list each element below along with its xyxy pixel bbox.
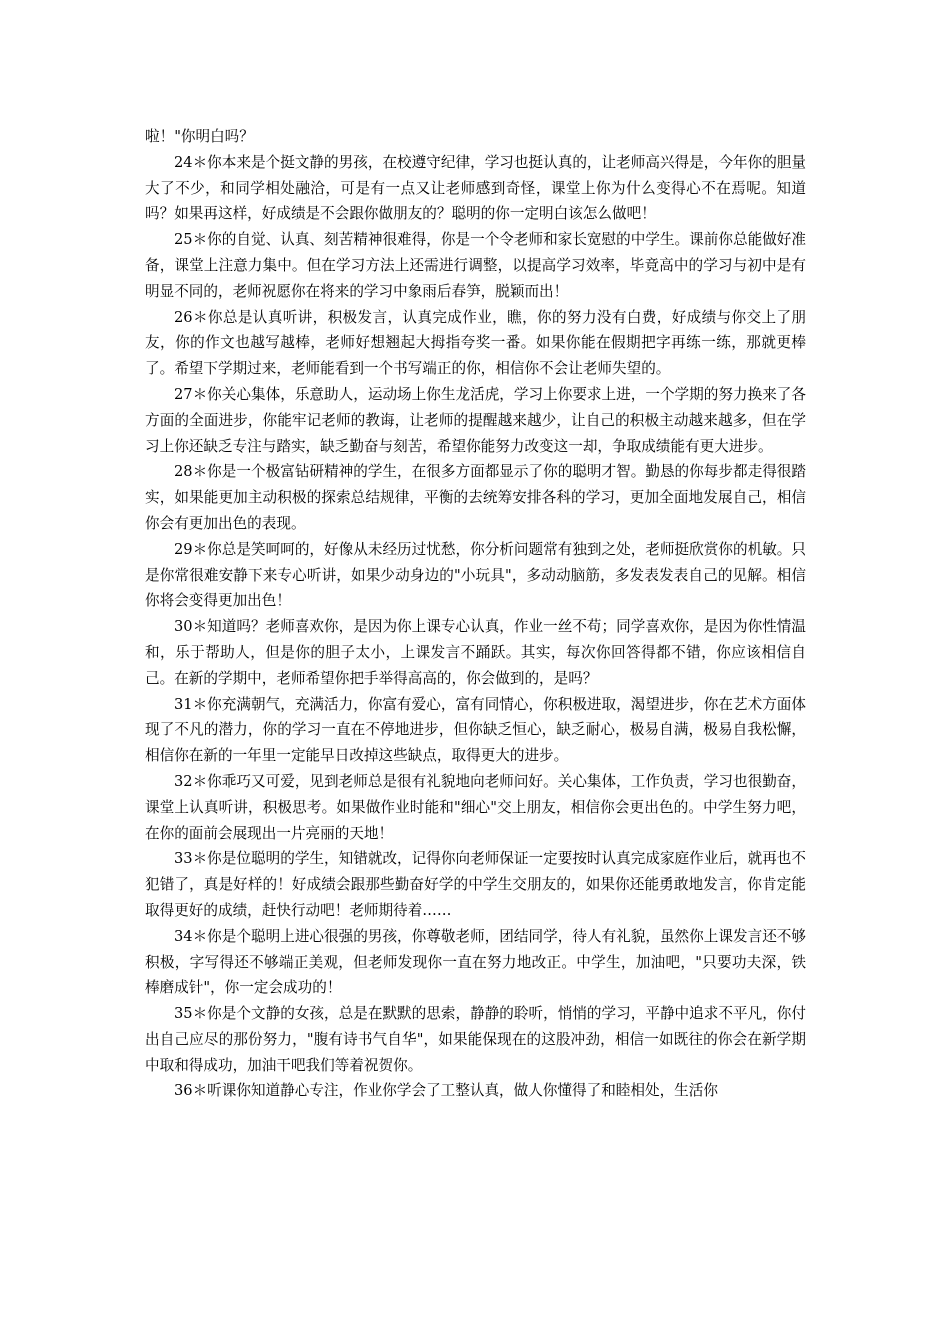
paragraph-comment-31: 31＊你充满朝气，充满活力，你富有爱心，富有同情心，你积极进取，渴望进步，你在艺术方面体现了不凡的潜力，你的学习一直在不停地进步，但你缺乏恒心，缺乏耐心，极易自满，极易自我松懈，相信你在新的一年里一定能早日改掉这些缺点，取得更大的进步。 (145, 695, 806, 765)
paragraph-continuation: 啦！"你明白吗？ (145, 128, 254, 145)
paragraph-comment-30: 30＊知道吗？老师喜欢你，是因为你上课专心认真，作业一丝不苟；同学喜欢你，是因为你性情温和，乐于帮助人，但是你的胆子太小，上课发言不踊跃。其实，每次你回答得都不错，你应该相信自己。在新的学期中，老师希望你把手举得高高的，你会做到的，是吗？ (145, 618, 806, 687)
paragraph-comment-32: 32＊你乖巧又可爱，见到老师总是很有礼貌地向老师问好。关心集体，工作负责，学习也很勤奋，课堂上认真听讲，积极思考。如果做作业时能和"细心"交上朋友，相信你会更出色的。中学生努力吧，在你的面前会展现出一片亮丽的天地！ (145, 772, 806, 842)
paragraph-comment-35: 35＊你是个文静的女孩，总是在默默的思索，静静的聆听，悄悄的学习，平静中追求不平凡，你付出自己应尽的那份努力，"腹有诗书气自华"，如果能保现在的这股冲劲，相信一如既往的你会在新学期中取和得成功，加油干吧我们等着祝贺你。 (145, 1005, 806, 1074)
paragraph-comment-34: 34＊你是个聪明上进心很强的男孩，你尊敬老师，团结同学，待人有礼貌，虽然你上课发言还不够积极，字写得还不够端正美观，但老师发现你一直在努力地改正。中学生，加油吧，"只要功夫深，铁棒磨成针"，你一定会成功的！ (145, 927, 806, 997)
paragraph-comment-24: 24＊你本来是个挺文静的男孩，在校遵守纪律，学习也挺认真的，让老师高兴得是，今年你的胆量大了不少，和同学相处融洽，可是有一点又让老师感到奇怪，课堂上你为什么变得心不在焉呢。知道吗？如果再这样，好成绩是不会跟你做朋友的？聪明的你一定明白该怎么做吧！ (145, 153, 806, 223)
paragraph-comment-26: 26＊你总是认真听讲，积极发言，认真完成作业，瞧，你的努力没有白费，好成绩与你交上了朋友，你的作文也越写越棒，老师好想翘起大拇指夸奖一番。如果你能在假期把字再练一练，那就更棒了。希望下学期过来，老师能看到一个书写端正的你，相信你不会让老师失望的。 (145, 308, 806, 378)
paragraph-comment-36: 36＊听课你知道静心专注，作业你学会了工整认真，做人你懂得了和睦相处，生活你 (174, 1082, 718, 1100)
paragraph-comment-28: 28＊你是一个极富钻研精神的学生，在很多方面都显示了你的聪明才智。勤恳的你每步都走得很踏实，如果能更加主动积极的探索总结规律，平衡的去统筹安排各科的学习，更加全面地发展自己，相信你会有更加出色的表现。 (145, 463, 806, 532)
paragraph-comment-25: 25＊你的自觉、认真、刻苦精神很难得，你是一个令老师和家长宽慰的中学生。课前你总能做好准备，课堂上注意力集中。但在学习方法上还需进行调整，以提高学习效率，毕竟高中的学习与初中是有明显不同的，老师祝愿你在将来的学习中象雨后春笋，脱颖而出！ (145, 231, 806, 300)
paragraph-comment-33: 33＊你是位聪明的学生，知错就改，记得你向老师保证一定要按时认真完成家庭作业后，就再也不犯错了，真是好样的！好成绩会跟那些勤奋好学的中学生交朋友的，如果你还能勇敢地发言，你肯定能取得更好的成绩，赶快行动吧！老师期待着…… (145, 850, 806, 919)
paragraph-comment-27: 27＊你关心集体，乐意助人，运动场上你生龙活虎，学习上你要求上进，一个学期的努力换来了各方面的全面进步，你能牢记老师的教诲，让老师的提醒越来越少，让自己的积极主动越来越多，但在学习上你还缺乏专注与踏实，缺乏勤奋与刻苦，希望你能努力改变这一却，争取成绩能有更大进步。 (145, 385, 806, 455)
paragraph-comment-29: 29＊你总是笑呵呵的，好像从未经历过忧愁，你分析问题常有独到之处，老师挺欣赏你的机敏。只是你常很难安静下来专心听讲，如果少动身边的"小玩具"，多动动脑筋，多发表发表自己的见解。相信你将会变得更加出色！ (145, 540, 806, 610)
document-page (145, 124, 806, 1104)
